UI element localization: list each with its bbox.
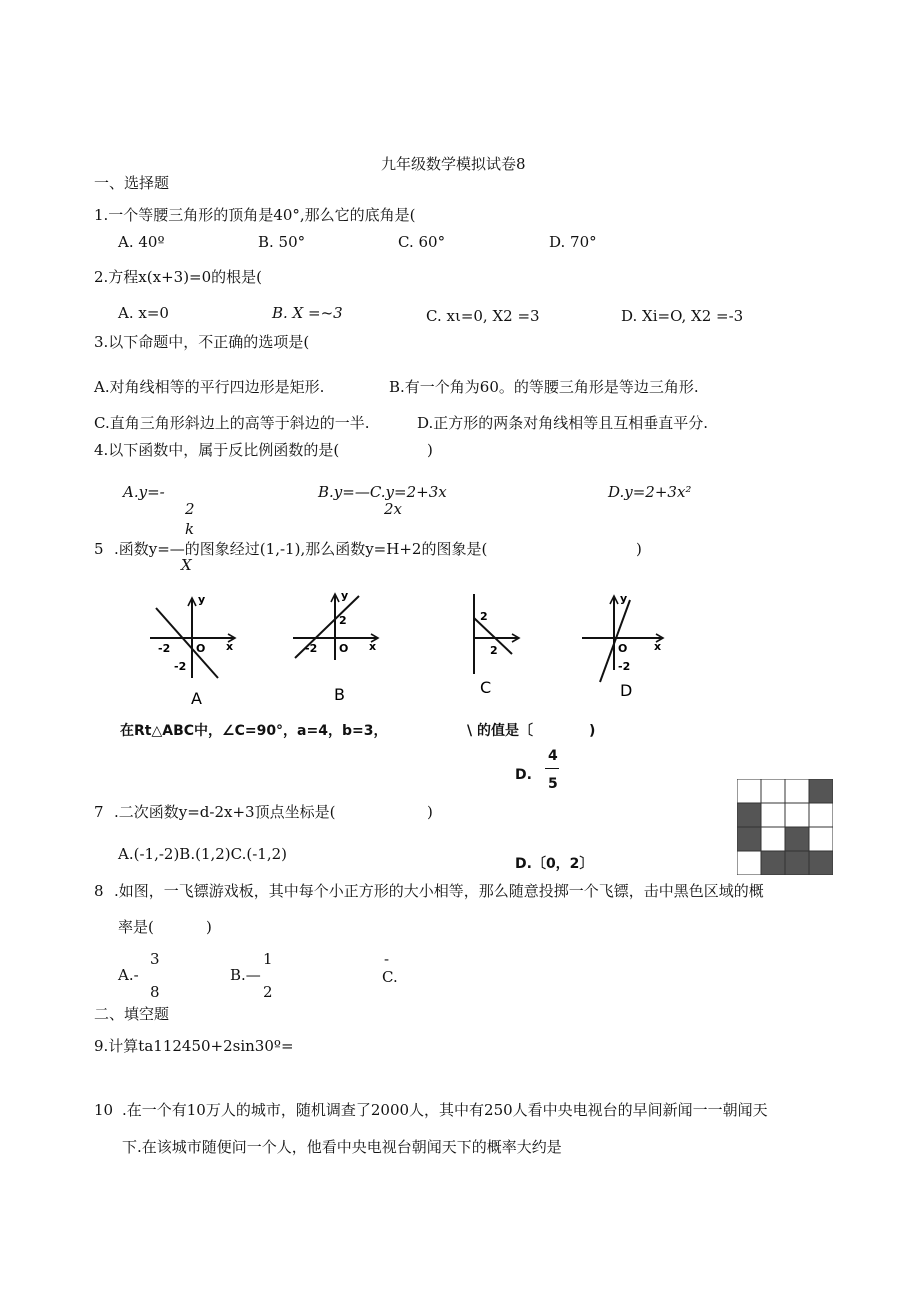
graph-label: D <box>620 681 633 700</box>
x-axis-label: x <box>654 640 662 653</box>
question-8-option-a-numerator: 3 <box>150 950 160 968</box>
section-heading: 二、填空题 <box>94 1005 170 1023</box>
origin-label: O <box>339 642 349 655</box>
question-4-stem-end: ) <box>427 441 433 459</box>
question-4-option-bc: B.y=—C.y=2+3x <box>318 483 447 501</box>
board-cell-light <box>737 851 761 875</box>
tick-label: 2 <box>490 644 498 657</box>
dartboard-grid <box>737 779 833 879</box>
board-cell-light <box>785 779 809 803</box>
question-3-stem: 3.以下命题中，不正确的选项是( <box>94 333 310 351</box>
tick-label: 2 <box>480 610 488 623</box>
tick-label: 2 <box>339 614 347 627</box>
question-8-stem: .如图，一飞镖游戏板，其中每个小正方形的大小相等，那么随意投掷一个飞镖，击中黑色区域的概 <box>114 882 764 900</box>
tick-label: -2 <box>305 642 318 655</box>
board-cell-dark <box>737 827 761 851</box>
question-6-option-d-denominator: 5 <box>548 776 558 792</box>
question-2-stem: 2.方程x(x+3)=0的根是( <box>94 268 263 286</box>
question-8-option-a-denominator: 8 <box>150 983 160 1001</box>
question-2-option-a: A. x=0 <box>118 304 169 322</box>
board-cell-dark <box>809 779 833 803</box>
graph-option-b <box>289 590 384 714</box>
question-8-option-c: C. <box>382 968 398 986</box>
question-2-option-d: D. Xi=O, X2 =-3 <box>621 307 744 325</box>
board-cell-light <box>737 779 761 803</box>
question-8-stem-line-2: 率是( <box>118 918 154 936</box>
question-3-option-c: C.直角三角形斜边上的高等于斜边的一半. <box>94 414 370 432</box>
question-3-option-a: A.对角线相等的平行四边形是矩形. <box>94 378 325 396</box>
graph-option-d <box>578 590 673 714</box>
board-cell-light <box>761 827 785 851</box>
question-1-option-d: D. 70° <box>549 233 597 251</box>
question-6-option-d-numerator: 4 <box>548 748 558 764</box>
tick-label: -2 <box>174 660 187 673</box>
question-3-option-d: D.正方形的两条对角线相等且互相垂直平分. <box>417 414 709 432</box>
question-6-stem-end: ) <box>589 723 596 739</box>
question-4-option-a: A.y=- <box>123 483 165 501</box>
question-8-option-a: A.- <box>118 966 139 984</box>
board-cell-dark <box>785 827 809 851</box>
question-4-option-b-denominator: 2x <box>384 500 403 518</box>
x-axis-label: x <box>226 640 234 653</box>
question-6-stem: 在Rt△ABC中，∠C=90°，a=4，b=3， <box>120 723 388 739</box>
question-4-option-d: D.y=2+3x² <box>608 483 692 501</box>
question-8-option-b: B.— <box>230 966 261 984</box>
question-10-stem: .在一个有10万人的城市，随机调查了2000人，其中有250人看中央电视台的早间新闻一一朝闻天 <box>122 1101 768 1119</box>
question-1-option-c: C. 60° <box>398 233 446 251</box>
question-7-option-d: D.〔0，2〕 <box>515 856 594 872</box>
question-8-option-b-denominator: 2 <box>263 983 273 1001</box>
question-10-stem-line-2: 下.在该城市随便问一个人，他看中央电视台朝闻天下的概率大约是 <box>122 1138 562 1156</box>
question-7-stem-end: ) <box>427 803 433 821</box>
question-4-k: k <box>185 520 195 538</box>
question-9-stem: 9.计算ta112450+2sin30º= <box>94 1037 294 1055</box>
question-1-option-a: A. 40º <box>118 233 165 251</box>
page-title: 九年级数学模拟试卷8 <box>381 155 526 173</box>
question-5-stem: .函数y=—的图象经过(1,-1),那么函数y=H+2的图象是( <box>114 540 488 558</box>
question-7-stem: .二次函数y=d-2x+3顶点坐标是( <box>114 803 336 821</box>
y-axis-label: y <box>198 593 206 606</box>
question-8-option-b-numerator: 1 <box>263 950 273 968</box>
graph-label: C <box>480 678 492 697</box>
graph-option-c <box>466 590 536 704</box>
question-5-number: 5 <box>94 540 104 558</box>
section-heading: 一、选择题 <box>94 174 170 192</box>
question-2-option-c: C. xι=0, X2 =3 <box>426 307 540 325</box>
tick-label: -2 <box>618 660 631 673</box>
board-cell-dark <box>737 803 761 827</box>
question-6-stem-tail: \ 的值是〔 <box>467 723 533 739</box>
question-7-number: 7 <box>94 803 104 821</box>
tick-label: -2 <box>158 642 171 655</box>
fraction-bar <box>545 768 559 769</box>
question-1-option-b: B. 50° <box>258 233 306 251</box>
board-cell-dark <box>785 851 809 875</box>
question-4-option-a-denominator: 2 <box>185 500 195 518</box>
board-cell-light <box>809 827 833 851</box>
x-axis-label: x <box>369 640 377 653</box>
graph-label: B <box>334 685 345 704</box>
question-8-option-c-numerator: - <box>384 950 390 968</box>
question-10-number: 10 <box>94 1101 114 1119</box>
question-2-option-b: B. X =~3 <box>272 304 343 322</box>
board-cell-light <box>761 779 785 803</box>
board-cell-light <box>761 803 785 827</box>
question-5-x-denominator: X <box>181 556 192 574</box>
board-cell-light <box>785 803 809 827</box>
question-3-option-b: B.有一个角为60。的等腰三角形是等边三角形. <box>389 378 699 396</box>
origin-label: O <box>618 642 628 655</box>
board-cell-dark <box>761 851 785 875</box>
board-cell-dark <box>809 851 833 875</box>
graph-option-a <box>146 590 241 714</box>
graph-label: A <box>191 689 202 708</box>
y-axis-label: y <box>341 589 349 602</box>
origin-label: O <box>196 642 206 655</box>
board-cell-light <box>809 803 833 827</box>
question-7-options: A.(-1,-2)B.(1,2)C.(-1,2) <box>118 845 287 863</box>
question-5-stem-end: ) <box>636 540 642 558</box>
question-1-stem: 1.一个等腰三角形的顶角是40°,那么它的底角是( <box>94 206 416 224</box>
question-4-stem: 4.以下函数中，属于反比例函数的是( <box>94 441 340 459</box>
question-8-stem-end: ) <box>206 918 212 936</box>
y-axis-label: y <box>620 592 628 605</box>
question-6-option-d: D. <box>515 767 532 783</box>
question-8-number: 8 <box>94 882 104 900</box>
